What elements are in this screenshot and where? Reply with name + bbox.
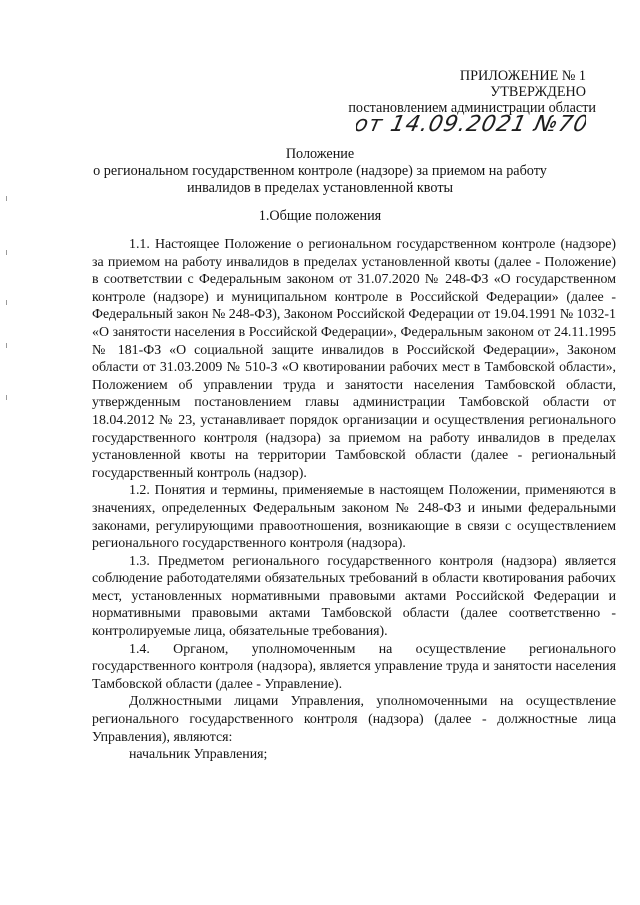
doc-title: Положение xyxy=(285,146,355,162)
section-heading: 1.Общие положения xyxy=(258,208,382,224)
handwritten-text: от 14.09.2021 №708 xyxy=(356,111,586,137)
appendix-label: ПРИЛОЖЕНИЕ № 1 xyxy=(459,68,586,84)
paragraph-officials: Должностными лицами Управления, уполномоченными на осуществление регионального государственного контроля (надзора) (далее - должностные лица Управления), являются: xyxy=(92,694,616,745)
paragraph-1-4: 1.4. Органом, уполномоченным на осуществление регионального государственного контроля (надзора), является управление труда и занятости населения Тамбовской области (далее - Управление). xyxy=(92,641,616,692)
document-body xyxy=(92,236,616,764)
paragraph-1-2: 1.2. Понятия и термины, применяемые в настоящем Положении, применяются в значениях, определенных Федеральным законом № 248-ФЗ и иными федеральными законами, регулирующими правоотношения, возникающие в связи с осуществлением регионального государственного контроля (надзора). xyxy=(92,483,616,552)
approved-label: УТВЕРЖДЕНО xyxy=(490,84,586,100)
doc-subtitle-line1: о региональном государственном контроле (надзоре) за приемом на работу xyxy=(93,163,547,179)
scan-margin-mark xyxy=(6,250,7,255)
doc-subtitle-line2: инвалидов в пределах установленной квоты xyxy=(186,180,454,196)
scan-margin-mark xyxy=(6,300,7,305)
paragraph-head: начальник Управления; xyxy=(129,747,268,763)
scan-margin-mark xyxy=(6,343,7,348)
paragraph-1-3: 1.3. Предметом регионального государственного контроля (надзора) является соблюдение работодателями обязательных требований в области квотирования рабочих мест, установленных нормативными правовыми актами Российской Федерации и нормативными правовыми актами Тамбовской области (далее соответственно - контролируемые лица, обязательные требования). xyxy=(92,553,616,640)
paragraph-1-1: 1.1. Настоящее Положение о региональном государственном контроле (надзоре) за приемом на работу инвалидов в пределах установленной квоты (далее - Положение) в соответствии с Федеральным законом от 31.07.2020 № 248-ФЗ «О государственном контроле (надзоре) и муниципальном контроле в Российской Федерации» (далее - Федеральный закон № 248-ФЗ), Законом Российской Федерации от 19.04.1991 № 1032-1 «О занятости населения в Российской Федерации», Федеральным законом от 24.11.1995 № 181-ФЗ «О социальной защите инвалидов в Российской Федерации», Законом области от 31.03.2009 № 510-З «О квотировании рабочих мест в Тамбовской области», Положением об управлении труда и занятости населения Тамбовской области, утвержденным постановлением главы администрации Тамбовской области от 18.04.2012 № 23, устанавливает порядок организации и осуществления регионального государственного контроля (надзора) за приемом на работу инвалидов в пределах установленной квоты на территории Тамбовской области (далее - региональный государственный контроль (надзор). xyxy=(92,237,616,481)
scan-margin-mark xyxy=(6,395,7,400)
scan-margin-mark xyxy=(6,196,7,201)
handwritten-date-number xyxy=(356,108,586,138)
decree-label: постановлением администрации области xyxy=(348,100,596,116)
handwriting-svg xyxy=(356,108,586,138)
